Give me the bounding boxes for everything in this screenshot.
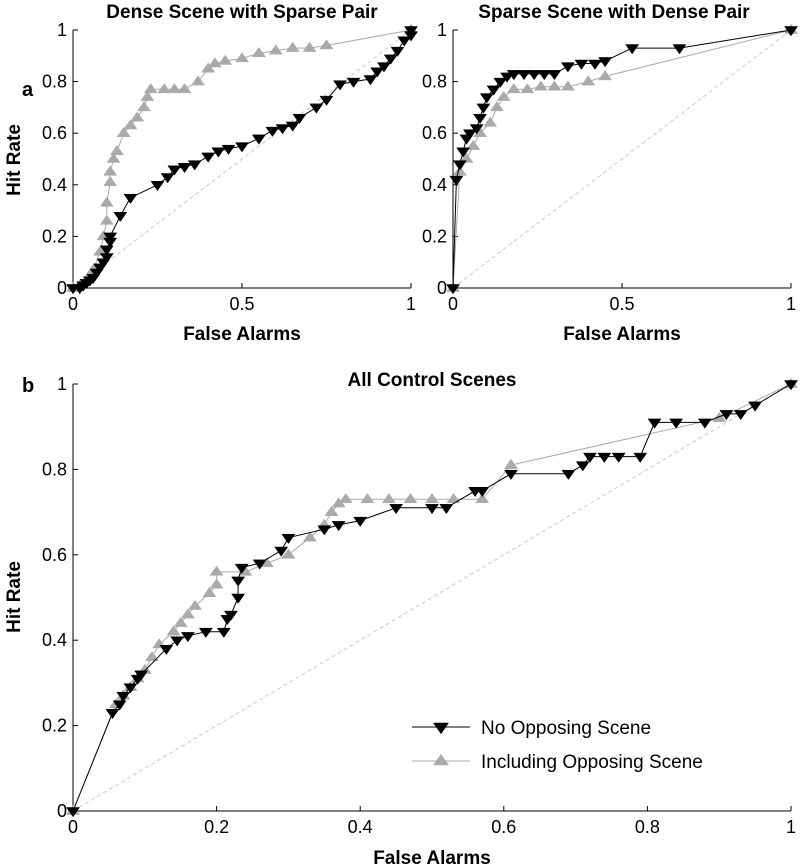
data-point xyxy=(698,419,711,428)
y-tick-label: 0.6 xyxy=(41,544,67,565)
data-point xyxy=(212,148,225,157)
x-tick-label: 0 xyxy=(67,817,79,837)
data-point xyxy=(634,453,647,462)
data-point xyxy=(334,81,347,90)
data-point xyxy=(477,104,490,113)
x-tick-label: 1 xyxy=(405,294,417,314)
x-axis-label: False Alarms xyxy=(183,324,301,345)
data-point xyxy=(282,534,295,543)
data-point xyxy=(100,215,113,224)
series-including-opposing xyxy=(67,378,798,814)
data-point xyxy=(100,197,113,206)
data-point xyxy=(106,709,119,718)
data-point xyxy=(266,127,279,136)
data-point xyxy=(474,114,487,123)
data-point xyxy=(131,112,144,121)
y-tick-label: 0.6 xyxy=(421,123,447,144)
data-point xyxy=(562,470,575,479)
panel-letter: b xyxy=(22,375,35,397)
data-point xyxy=(144,83,157,92)
x-axis-label: False Alarms xyxy=(563,324,681,345)
y-tick-label: 0.4 xyxy=(41,174,67,195)
y-tick-label: 1 xyxy=(56,20,67,40)
data-point xyxy=(202,153,215,162)
data-point xyxy=(626,45,639,54)
legend-entry xyxy=(412,718,651,739)
data-point xyxy=(232,577,245,586)
data-point xyxy=(219,55,232,64)
data-point xyxy=(404,493,417,502)
legend-entry xyxy=(412,752,703,773)
data-point xyxy=(583,453,596,462)
data-point xyxy=(192,76,205,85)
data-point xyxy=(217,628,230,637)
data-point xyxy=(151,181,164,190)
y-tick-label: 0 xyxy=(436,278,447,298)
series-including-opposing xyxy=(67,24,418,291)
data-point xyxy=(484,117,497,126)
data-point xyxy=(561,63,574,72)
data-point xyxy=(588,60,601,69)
chance-diagonal xyxy=(73,30,411,288)
x-tick-label: 0.8 xyxy=(634,817,660,837)
y-tick-label: 1 xyxy=(436,20,447,40)
y-tick-label: 0.8 xyxy=(41,459,67,480)
y-tick-label: 0 xyxy=(56,278,67,298)
y-tick-label: 0.2 xyxy=(421,226,447,247)
y-tick-label: 0.8 xyxy=(41,71,67,92)
data-point xyxy=(440,504,453,513)
chart-panel-a-left xyxy=(4,2,418,345)
data-point xyxy=(167,626,180,635)
data-point xyxy=(110,145,123,154)
legend-label: No Opposing Scene xyxy=(481,718,652,739)
data-point xyxy=(450,176,463,185)
y-tick-label: 0.4 xyxy=(41,630,67,651)
data-point xyxy=(310,104,323,113)
series-no-opposing xyxy=(67,26,418,293)
panel-letter: a xyxy=(22,79,34,101)
legend xyxy=(412,718,703,773)
data-point xyxy=(426,493,439,502)
y-tick-label: 0.4 xyxy=(421,174,447,195)
data-point xyxy=(339,493,352,502)
x-tick-label: 1 xyxy=(785,817,797,837)
data-point xyxy=(490,102,503,111)
y-axis-label: Hit Rate xyxy=(4,124,25,196)
legend-marker xyxy=(434,755,448,765)
data-point xyxy=(598,453,611,462)
data-point xyxy=(203,587,216,596)
data-point xyxy=(504,470,517,479)
data-point xyxy=(361,493,374,502)
legend-label: Including Opposing Scene xyxy=(481,752,703,773)
data-point xyxy=(104,166,117,175)
data-point xyxy=(734,410,747,419)
data-point xyxy=(104,176,117,185)
data-point xyxy=(749,402,762,411)
y-axis-label: Hit Rate xyxy=(4,561,25,633)
chart-title: Sparse Scene with Dense Pair xyxy=(478,2,750,23)
x-axis-label: False Alarms xyxy=(373,848,491,867)
x-tick-label: 0.6 xyxy=(491,817,517,837)
data-point xyxy=(453,161,466,170)
chart-panel-b xyxy=(4,370,798,867)
data-point xyxy=(548,81,561,90)
chance-diagonal xyxy=(73,384,791,811)
chart-title: Dense Scene with Sparse Pair xyxy=(106,2,378,23)
x-tick-label: 1 xyxy=(785,294,797,314)
data-point xyxy=(171,637,184,646)
y-tick-label: 1 xyxy=(56,374,67,394)
data-point xyxy=(210,566,223,575)
y-tick-label: 0.8 xyxy=(421,71,447,92)
series-including-opposing xyxy=(447,24,798,291)
data-point xyxy=(303,42,316,51)
x-tick-label: 0.5 xyxy=(609,294,635,314)
legend-marker xyxy=(434,723,448,733)
data-point xyxy=(286,42,299,51)
y-tick-label: 0.6 xyxy=(41,123,67,144)
y-tick-label: 0.2 xyxy=(41,226,67,247)
y-tick-label: 0.2 xyxy=(41,715,67,736)
data-point xyxy=(548,70,561,79)
x-tick-label: 0.5 xyxy=(229,294,255,314)
data-point xyxy=(426,504,439,513)
x-tick-label: 0.4 xyxy=(347,817,373,837)
data-point xyxy=(210,579,223,588)
data-point xyxy=(382,493,395,502)
data-point xyxy=(648,419,661,428)
data-point xyxy=(507,83,520,92)
data-point xyxy=(114,212,127,221)
x-tick-label: 0 xyxy=(447,294,459,314)
data-point xyxy=(137,102,150,111)
data-point xyxy=(325,506,338,515)
x-tick-label: 0.2 xyxy=(204,817,230,837)
data-point xyxy=(232,594,245,603)
data-point xyxy=(673,45,686,54)
y-tick-label: 0 xyxy=(56,801,67,821)
data-point xyxy=(480,94,493,103)
data-point xyxy=(181,609,194,618)
series-no-opposing xyxy=(447,26,798,293)
data-point xyxy=(612,453,625,462)
data-point xyxy=(174,617,187,626)
chart-panel-a-right xyxy=(422,2,798,345)
data-point xyxy=(178,83,191,92)
chance-diagonal xyxy=(453,30,791,288)
x-tick-label: 0 xyxy=(67,294,79,314)
data-point xyxy=(576,462,589,471)
data-point xyxy=(534,81,547,90)
chart-title: All Control Scenes xyxy=(347,370,517,391)
data-point xyxy=(124,194,137,203)
